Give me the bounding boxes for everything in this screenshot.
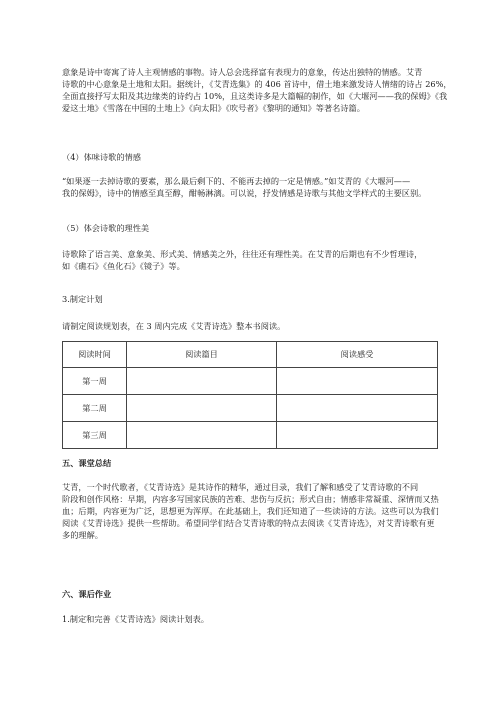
plan-instruction: 请制定阅读规划表，在 3 周内完成《艾青诗选》整本书阅读。 [62,321,286,331]
table-cell-titles [127,395,277,422]
column-header-time: 阅读时间 [63,342,127,368]
table-cell-titles [127,422,277,449]
text-line: 诗歌的中心意象是土地和太阳。据统计，《艾青选集》的 406 首诗中，借土地来激发诗人情绪的诗占 26%， [62,79,452,89]
text-line: 爱这土地》《雪落在中国的土地上》《向太阳》《吹号者》《黎明的通知》等著名诗篇。 [62,103,365,113]
text-line: 阶段和创作风格：早期，内容多写国家民族的苦难、悲伤与反抗；形式自由；情感非常凝重、深情而又热 [62,494,439,504]
table-cell-feelings [277,422,438,449]
section-heading-summary: 五、课堂总结 [62,458,112,468]
text-line: 我的保姆》，诗中的情感至真至醇，酣畅淋漓。可以说，抒发情感是诗歌与其他文学样式的主要区别。 [62,188,427,198]
table-header-row [63,342,438,368]
table-cell-titles [127,368,277,395]
subheading-make-plan: 3.制定计划 [62,294,103,304]
table-cell-week: 第三周 [63,422,127,449]
subheading-rational-beauty: （5）体会诗歌的理性美 [62,223,150,233]
text-line: 阅读《艾青诗选》提供一些帮助。希望同学们结合艾青诗歌的特点去阅读《艾青诗选》，对艾青诗歌有更 [62,518,435,528]
paragraph-emotion [62,175,440,199]
column-header-titles: 阅读篇目 [127,342,277,368]
text-line: 多的理解。 [62,530,103,540]
section-heading-homework: 六、课后作业 [62,589,112,599]
text-line: 全面直接抒写太阳及其边缘类的诗约占 10%，且这类诗多是大篇幅的制作，如《大堰河——我的保姆》《我 [62,91,448,101]
text-line: 意象是诗中寄寓了诗人主观情感的事物。诗人总会选择富有表现力的意象，传达出独特的情感。艾青 [62,67,423,77]
paragraph-imagery [62,66,452,114]
text-line: 血；后期，内容更为广泛，思想更为浑厚。在此基础上，我们还知道了一些读诗的方法。这些可以为我们 [62,506,439,516]
text-line: 艾青，一个时代歌者，《艾青诗选》是其诗作的精华，通过目录，我们了解和感受了艾青诗歌的不同 [62,482,419,492]
reading-plan-table [62,341,438,449]
paragraph-summary [62,481,440,541]
table-cell-feelings [277,395,438,422]
table-row [63,422,438,449]
column-header-feelings: 阅读感受 [277,342,438,368]
homework-item: 1.制定和完善《艾青诗选》阅读计划表。 [62,614,209,624]
subheading-emotion: （4）体味诗歌的情感 [62,152,141,162]
table-cell-feelings [277,368,438,395]
text-line: “如果逐一去掉诗歌的要素，那么最后剩下的、不能再去掉的一定是情感。”如艾青的《大堰河—— [62,176,411,186]
paragraph-rational-beauty [62,248,440,272]
table-row [63,395,438,422]
text-line: 如《礁石》《鱼化石》《镜子》等。 [62,261,185,271]
text-line: 诗歌除了语言美、意象美、形式美、情感美之外，往往还有理性美。在艾青的后期也有不少哲理诗， [62,249,423,259]
table-cell-week: 第二周 [63,395,127,422]
table-cell-week: 第一周 [63,368,127,395]
table-row [63,368,438,395]
